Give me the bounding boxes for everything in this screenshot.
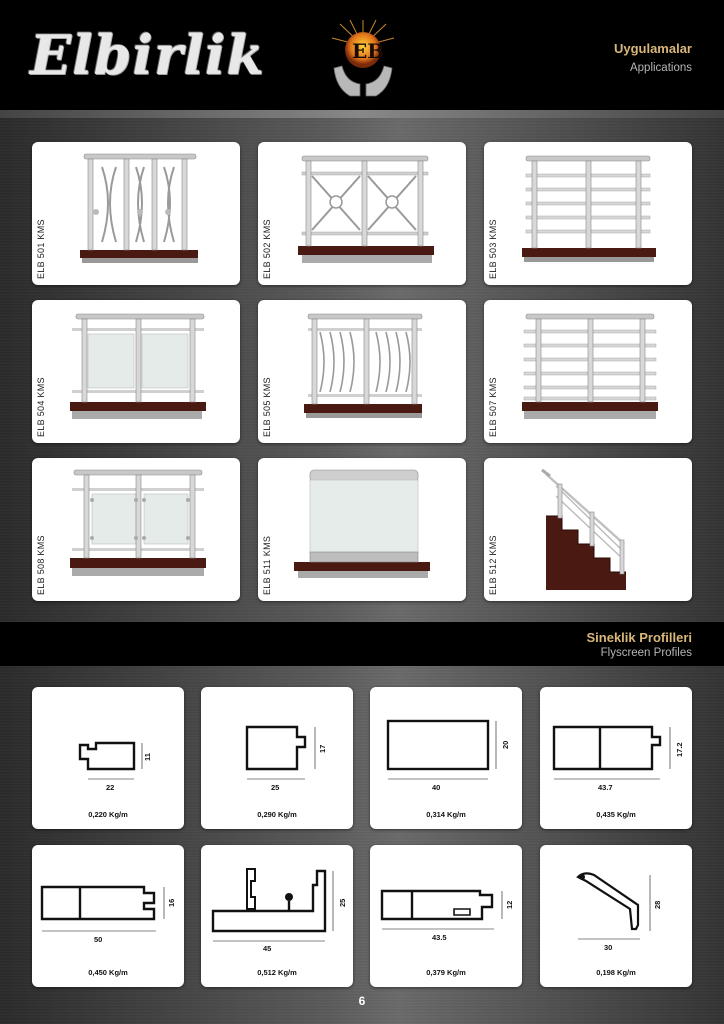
railing-card xyxy=(32,300,240,443)
profile-weight: 0,290 Kg/m xyxy=(257,810,297,819)
profile-weight: 0,435 Kg/m xyxy=(596,810,636,819)
emblem-icon xyxy=(328,18,398,104)
profile-card xyxy=(370,687,522,829)
profile-width: 50 xyxy=(94,935,103,944)
header-strip xyxy=(0,110,724,118)
railing-code: ELB 508 KMS xyxy=(36,535,46,595)
profile-weight: 0,512 Kg/m xyxy=(257,968,297,977)
railing-code: ELB 505 KMS xyxy=(262,377,272,437)
railing-code: ELB 503 KMS xyxy=(488,219,498,279)
profile-weight: 0,314 Kg/m xyxy=(426,810,466,819)
railing-card xyxy=(484,142,692,285)
page-title: Uygulamalar xyxy=(613,41,692,56)
page-number: 6 xyxy=(358,994,366,1008)
railing-illustration xyxy=(32,458,240,601)
profile-drawing xyxy=(32,687,184,829)
railing-card xyxy=(258,458,466,601)
profile-width: 22 xyxy=(106,783,115,792)
profile-weight: 0,450 Kg/m xyxy=(88,968,128,977)
profile-drawing xyxy=(32,845,184,987)
section-title: Sineklik Profilleri xyxy=(586,630,692,645)
profile-weight: 0,220 Kg/m xyxy=(88,810,128,819)
profile-drawing xyxy=(370,845,522,987)
profile-height: 11 xyxy=(143,753,152,761)
railing-code: ELB 507 KMS xyxy=(488,377,498,437)
profile-width: 25 xyxy=(271,783,280,792)
railing-card xyxy=(32,142,240,285)
profile-card xyxy=(370,845,522,987)
profile-card xyxy=(201,845,353,987)
railing-code: ELB 511 KMS xyxy=(262,535,272,595)
profile-drawing xyxy=(201,845,353,987)
railing-card xyxy=(258,142,466,285)
railing-illustration xyxy=(32,300,240,443)
railing-illustration xyxy=(258,142,466,285)
railing-card xyxy=(32,458,240,601)
profile-height: 28 xyxy=(653,900,662,909)
profile-card xyxy=(201,687,353,829)
profile-drawing xyxy=(540,687,692,829)
railing-code: ELB 512 KMS xyxy=(488,535,498,595)
railing-illustration xyxy=(258,458,466,601)
svg-text:EB: EB xyxy=(352,39,385,63)
profile-card xyxy=(32,687,184,829)
page-subtitle: Applications xyxy=(629,62,692,74)
profile-height: 20 xyxy=(501,740,510,749)
railing-illustration xyxy=(484,300,692,443)
section-band xyxy=(0,622,724,666)
profile-height: 17.2 xyxy=(675,742,684,757)
profile-drawing xyxy=(540,845,692,987)
railing-illustration xyxy=(484,458,692,601)
profile-width: 45 xyxy=(263,944,272,953)
railing-code: ELB 502 KMS xyxy=(262,219,272,279)
profile-width: 40 xyxy=(432,783,441,792)
profile-height: 16 xyxy=(167,898,176,907)
profile-weight: 0,379 Kg/m xyxy=(426,968,466,977)
profile-height: 25 xyxy=(338,898,347,907)
profile-card xyxy=(32,845,184,987)
profile-height: 12 xyxy=(505,900,514,909)
railing-card xyxy=(484,458,692,601)
header xyxy=(0,0,724,112)
brand-logo: Elbirlik xyxy=(30,23,265,87)
railing-code: ELB 501 KMS xyxy=(36,219,46,279)
profile-weight: 0,198 Kg/m xyxy=(596,968,636,977)
profile-width: 43.5 xyxy=(432,933,447,942)
railing-illustration xyxy=(484,142,692,285)
profile-drawing xyxy=(201,687,353,829)
profile-width: 43.7 xyxy=(598,783,613,792)
railing-card xyxy=(484,300,692,443)
railing-code: ELB 504 KMS xyxy=(36,377,46,437)
profile-height: 17 xyxy=(318,744,327,753)
section-subtitle: Flyscreen Profiles xyxy=(600,647,692,659)
profile-drawing xyxy=(370,687,522,829)
railing-card xyxy=(258,300,466,443)
profile-width: 30 xyxy=(604,943,613,952)
railing-illustration xyxy=(258,300,466,443)
profile-card xyxy=(540,845,692,987)
railing-illustration xyxy=(32,142,240,285)
profile-card xyxy=(540,687,692,829)
